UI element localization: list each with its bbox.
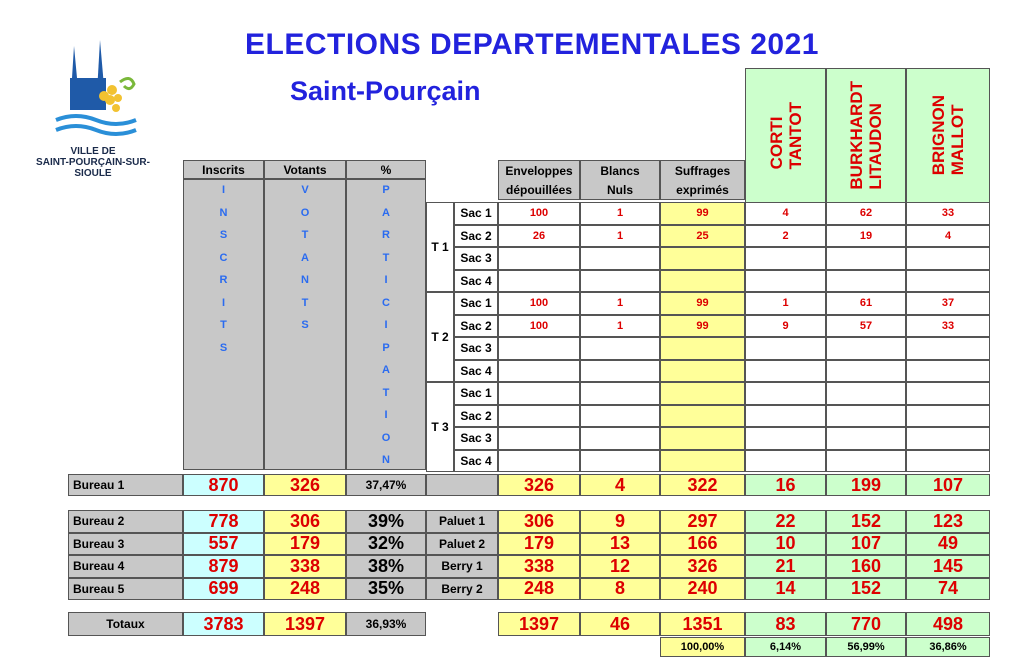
suffrages-value: 25 [660,225,745,248]
bureau1-row-suffrages: 322 [660,474,745,496]
candidate2-value [826,382,906,405]
bureau1-row-blancs: 4 [580,474,660,496]
enveloppes-value [498,360,580,383]
participation-letter: A [382,206,390,219]
blancs-value [580,450,660,473]
bureau1-row-candidate2: 199 [826,474,906,496]
votants-letter: S [301,319,309,332]
totaux-blancs: 46 [580,612,660,636]
enveloppes-value [498,427,580,450]
enveloppes-value [498,337,580,360]
totaux-candidate1: 83 [745,612,826,636]
candidate2-value: 61 [826,292,906,315]
bureau-row-suffrages: 240 [660,578,745,601]
header-blancs-nuls-line1: Blancs [580,160,660,180]
blancs-value [580,247,660,270]
candidate-name: CORTI TANTOT [766,101,805,170]
sac-label: Sac 3 [454,427,498,450]
candidate3-value [906,337,990,360]
candidate2-value: 57 [826,315,906,338]
suffrages-value [660,427,745,450]
inscrits-letter: I [221,184,226,197]
percent-candidate1: 6,14% [745,637,826,657]
sac-label: Sac 4 [454,270,498,293]
candidate1-value: 4 [745,202,826,225]
bureau-row-lieu: Berry 1 [426,555,498,578]
votants-letter: V [301,184,309,197]
totaux-suffrages: 1351 [660,612,745,636]
candidate3-value: 33 [906,315,990,338]
participation-letter: P [382,184,390,197]
tour-label: T 3 [426,382,454,472]
votants-letter: A [301,251,309,264]
participation-letter: P [382,341,390,354]
totaux-percent: 36,93% [346,612,426,636]
candidate1-value [745,337,826,360]
candidate2-value [826,337,906,360]
bureau-row-blancs: 9 [580,510,660,533]
bureau-row-candidate3: 74 [906,578,990,601]
participation-letter: C [382,296,390,309]
blancs-value: 1 [580,225,660,248]
bureau-row-candidate2: 152 [826,510,906,533]
bureau1-row-percent: 37,47% [346,474,426,496]
totaux-inscrits: 3783 [183,612,264,636]
participation-letter: R [382,229,390,242]
bureau-row-suffrages: 166 [660,533,745,556]
candidate3-value [906,450,990,473]
candidate3-value: 33 [906,202,990,225]
bureau-row-suffrages: 297 [660,510,745,533]
sac-label: Sac 1 [454,292,498,315]
tour-label: T 2 [426,292,454,382]
bureau-row-inscrits: 778 [183,510,264,533]
bureau-row-lieu: Paluet 1 [426,510,498,533]
enveloppes-value: 100 [498,202,580,225]
bureau-row-candidate2: 160 [826,555,906,578]
candidate2-value [826,450,906,473]
blancs-value [580,405,660,428]
participation-letter: I [384,274,388,287]
city-logo [52,38,142,142]
sac-label: Sac 4 [454,450,498,473]
suffrages-value: 99 [660,202,745,225]
participation-letter: T [382,386,390,399]
suffrages-value: 99 [660,315,745,338]
blancs-value: 1 [580,292,660,315]
candidate3-value: 37 [906,292,990,315]
inscrits-letter: C [219,251,228,264]
bureau-row-percent: 35% [346,578,426,601]
bureau-row-enveloppes: 338 [498,555,580,578]
candidate2-value [826,360,906,383]
candidate3-value [906,247,990,270]
sac-label: Sac 3 [454,337,498,360]
bureau-row-percent: 39% [346,510,426,533]
blancs-value [580,270,660,293]
candidate1-value [745,270,826,293]
bureau-row-lieu: Berry 2 [426,578,498,601]
suffrages-value [660,360,745,383]
suffrages-value [660,405,745,428]
candidate3-value: 4 [906,225,990,248]
inscrits-letter: S [219,341,228,354]
candidate2-value [826,247,906,270]
enveloppes-value: 100 [498,315,580,338]
candidate2-value: 19 [826,225,906,248]
candidate1-value: 9 [745,315,826,338]
header-enveloppes-line1: Enveloppes [498,160,580,180]
bureau-row-inscrits: 557 [183,533,264,556]
bureau-row-suffrages: 326 [660,555,745,578]
bureau-row-label: Bureau 3 [68,533,183,556]
blancs-value [580,427,660,450]
bureau-row-votants: 306 [264,510,346,533]
participation-letter: O [381,431,391,444]
bureau-row-candidate1: 22 [745,510,826,533]
suffrages-value: 99 [660,292,745,315]
bureau-row-enveloppes: 248 [498,578,580,601]
blancs-value: 1 [580,202,660,225]
participation-letter: T [382,251,390,264]
header-enveloppes-line2: dépouillées [498,180,580,200]
candidate1-value [745,382,826,405]
bureau-row-blancs: 13 [580,533,660,556]
candidate3-value [906,427,990,450]
enveloppes-value [498,450,580,473]
header-suffrages-line2: exprimés [660,180,745,200]
bureau-row-candidate1: 10 [745,533,826,556]
bureau-row-votants: 248 [264,578,346,601]
sac-label: Sac 4 [454,360,498,383]
votants-letter: O [300,206,310,219]
suffrages-value [660,247,745,270]
suffrages-value [660,382,745,405]
inscrits-letter: N [219,206,228,219]
bureau-row-votants: 179 [264,533,346,556]
candidate3-value [906,360,990,383]
bureau1-row-candidate1: 16 [745,474,826,496]
totaux-candidate2: 770 [826,612,906,636]
votants-letter: N [301,274,309,287]
candidate1-value [745,247,826,270]
bureau-row-candidate3: 145 [906,555,990,578]
blancs-value [580,337,660,360]
candidate1-value [745,360,826,383]
bureau1-row-lieu [426,474,498,496]
bureau-row-enveloppes: 306 [498,510,580,533]
candidate2-value [826,427,906,450]
bureau1-row-label: Bureau 1 [68,474,183,496]
header-percent: % [346,160,426,179]
candidate2-value [826,270,906,293]
header-votants: Votants [264,160,346,179]
candidate1-value [745,405,826,428]
candidate1-value [745,450,826,473]
blancs-value: 1 [580,315,660,338]
header-suffrages-line1: Suffrages [660,160,745,180]
suffrages-value [660,337,745,360]
bureau-row-candidate3: 123 [906,510,990,533]
enveloppes-value: 26 [498,225,580,248]
votants-letter: T [301,296,309,309]
candidate-header-2 [826,68,906,203]
sac-label: Sac 2 [454,315,498,338]
bureau1-row-votants: 326 [264,474,346,496]
totaux-candidate3: 498 [906,612,990,636]
enveloppes-value [498,270,580,293]
header-inscrits: Inscrits [183,160,264,179]
bureau-row-lieu: Paluet 2 [426,533,498,556]
candidate1-value: 2 [745,225,826,248]
bureau-row-blancs: 12 [580,555,660,578]
enveloppes-value [498,405,580,428]
candidate3-value [906,405,990,428]
bureau-row-label: Bureau 2 [68,510,183,533]
bureau1-row-candidate3: 107 [906,474,990,496]
votants-letter: T [301,229,309,242]
percent-suffrages: 100,00% [660,637,745,657]
candidate1-value [745,427,826,450]
bureau-row-candidate1: 21 [745,555,826,578]
candidate3-value [906,270,990,293]
bureau-row-label: Bureau 4 [68,555,183,578]
bureau-row-blancs: 8 [580,578,660,601]
sac-label: Sac 3 [454,247,498,270]
inscrits-letter: R [219,274,228,287]
bureau-row-label: Bureau 5 [68,578,183,601]
blancs-value [580,382,660,405]
totaux-votants: 1397 [264,612,346,636]
candidate-header-1 [745,68,826,203]
page-subtitle: Saint-Pourçain [290,76,481,106]
percent-candidate3: 36,86% [906,637,990,657]
bureau-row-percent: 38% [346,555,426,578]
tour-label: T 1 [426,202,454,292]
bureau-row-inscrits: 879 [183,555,264,578]
candidate1-value: 1 [745,292,826,315]
participation-letter: I [384,409,388,422]
candidate3-value [906,382,990,405]
participation-letter: N [382,454,390,467]
participation-letter: I [384,319,388,332]
bureau-row-enveloppes: 179 [498,533,580,556]
bureau-row-inscrits: 699 [183,578,264,601]
totaux-label: Totaux [68,612,183,636]
bureau-row-candidate2: 107 [826,533,906,556]
suffrages-value [660,450,745,473]
enveloppes-value: 100 [498,292,580,315]
bureau-row-candidate1: 14 [745,578,826,601]
candidate2-value: 62 [826,202,906,225]
logo-church-icon [52,38,142,142]
participation-letter: A [382,364,390,377]
page-title: ELECTIONS DEPARTEMENTALES 2021 [245,28,819,61]
header-blancs-nuls-line2: Nuls [580,180,660,200]
bureau1-row-inscrits: 870 [183,474,264,496]
inscrits-letter: T [220,319,227,332]
suffrages-value [660,270,745,293]
candidate-header-3 [906,68,990,203]
blancs-value [580,360,660,383]
inscrits-letter: I [221,296,226,309]
enveloppes-value [498,247,580,270]
bureau-row-candidate3: 49 [906,533,990,556]
candidate-name: BRIGNON MALLOT [929,95,967,176]
bureau-row-percent: 32% [346,533,426,556]
totaux-enveloppes: 1397 [498,612,580,636]
logo-caption: VILLE DE SAINT-POURÇAIN-SUR-SIOULE [36,146,150,179]
sac-label: Sac 2 [454,405,498,428]
bureau1-row-enveloppes: 326 [498,474,580,496]
candidate-name: BURKHARDT LITAUDON [847,81,885,190]
percent-candidate2: 56,99% [826,637,906,657]
candidate2-value [826,405,906,428]
enveloppes-value [498,382,580,405]
sac-label: Sac 1 [454,382,498,405]
sac-label: Sac 2 [454,225,498,248]
sac-label: Sac 1 [454,202,498,225]
inscrits-letter: S [219,229,228,242]
bureau-row-votants: 338 [264,555,346,578]
bureau-row-candidate2: 152 [826,578,906,601]
